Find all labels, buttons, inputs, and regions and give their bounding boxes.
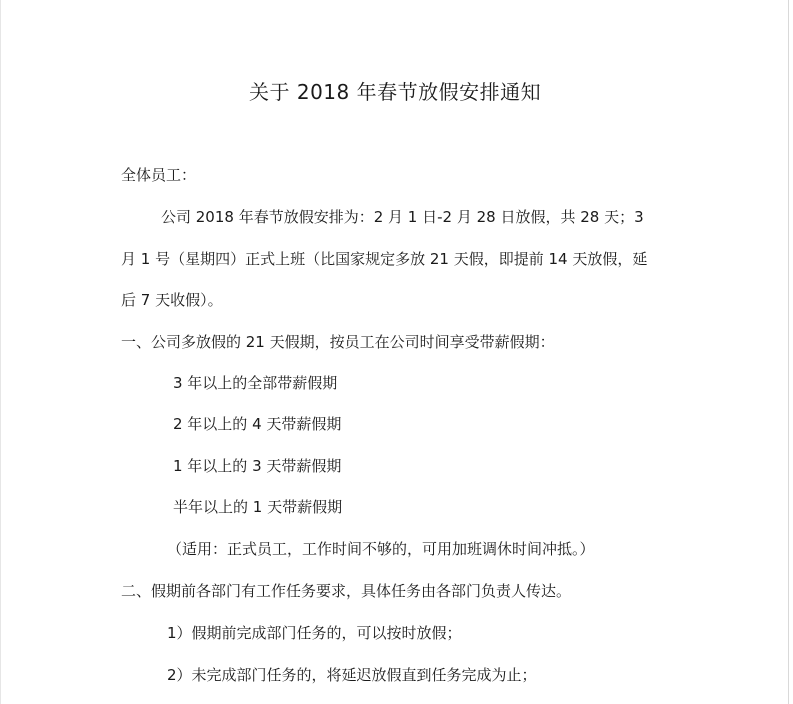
document-title: 关于 2018 年春节放假安排通知: [249, 80, 542, 104]
section-2-item: 1）假期前完成部门任务的，可以按时放假；: [167, 624, 462, 642]
section-2-heading: 二、假期前各部门有工作任务要求，具体任务由各部门负责人传达。: [121, 582, 572, 600]
section-1-item: 3 年以上的全部带薪假期: [173, 374, 338, 392]
section-1-note: （适用：正式员工，工作时间不够的，可用加班调休时间冲抵。）: [167, 540, 595, 558]
section-1-item: 2 年以上的 4 天带薪假期: [173, 415, 342, 433]
salutation: 全体员工：: [121, 166, 197, 184]
section-1-item: 半年以上的 1 天带薪假期: [173, 498, 343, 516]
intro-line-2: 月 1 号（星期四）正式上班（比国家规定多放 21 天假，即提前 14 天放假，延: [121, 250, 648, 268]
section-1-heading: 一、公司多放假的 21 天假期，按员工在公司时间享受带薪假期：: [121, 333, 555, 351]
intro-line-1: 公司 2018 年春节放假安排为：2 月 1 日-2 月 28 日放假，共 28 天；3: [161, 208, 644, 226]
section-1-item: 1 年以上的 3 天带薪假期: [173, 457, 342, 475]
intro-line-3: 后 7 天收假）。: [121, 291, 223, 309]
section-2-item: 2）未完成部门任务的，将延迟放假直到任务完成为止；: [167, 666, 537, 684]
